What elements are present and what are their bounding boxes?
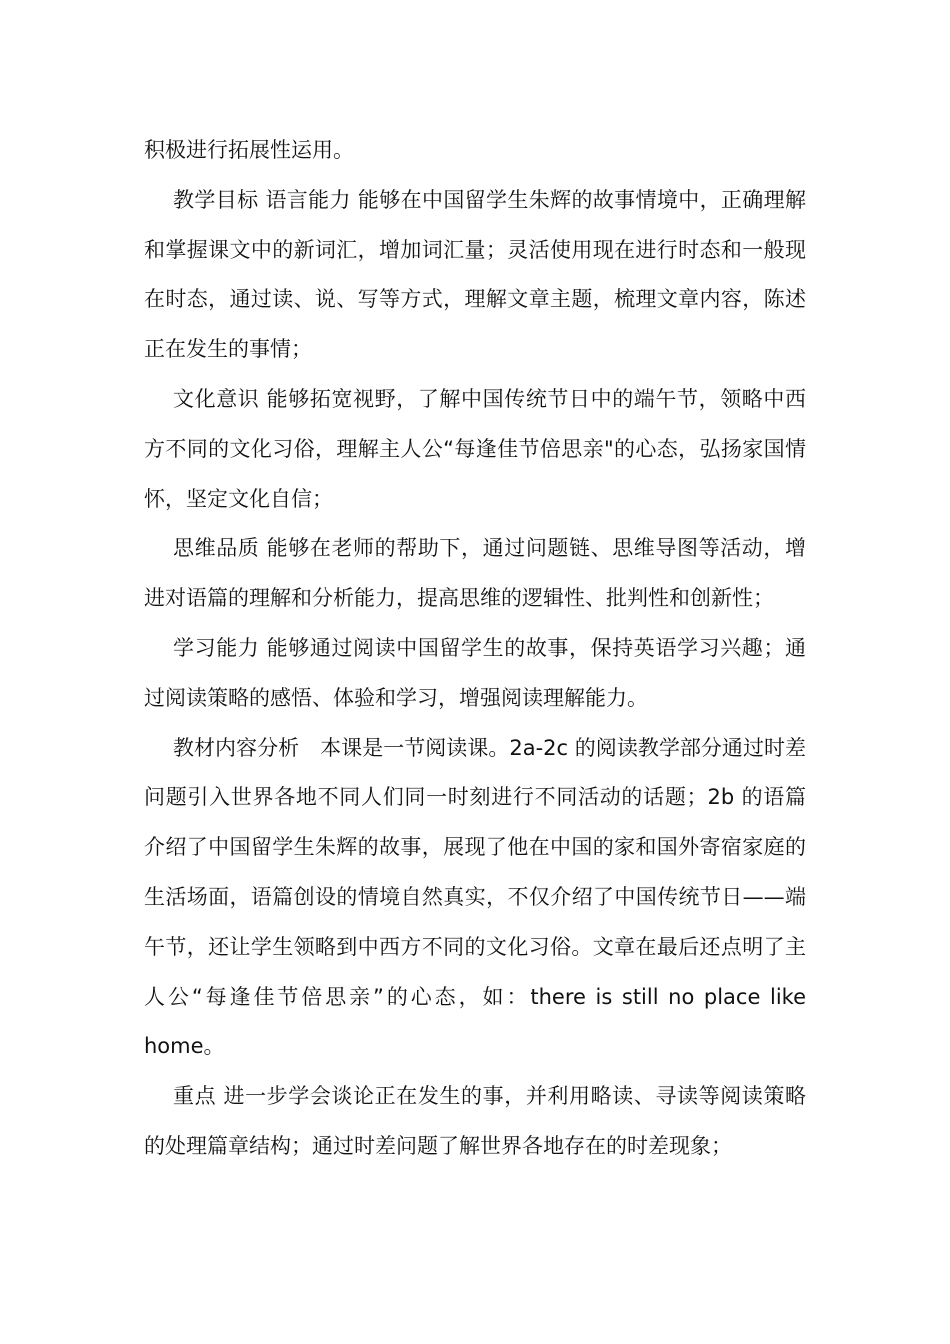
paragraph-learning-ability: 学习能力 能够通过阅读中国留学生的故事，保持英语学习兴趣；通过阅读策略的感悟、体验和学习，增强阅读理解能力。 xyxy=(144,635,806,710)
paragraph-cultural-awareness: 文化意识 能够拓宽视野，了解中国传统节日中的端午节，领略中西方不同的文化习俗，理解主人公“每逢佳节倍思亲"的心态，弘扬家国情怀，坚定文化自信； xyxy=(144,386,806,511)
paragraph-textbook-analysis: 教材内容分析 本课是一节阅读课。2a-2c 的阅读教学部分通过时差问题引入世界各地不同人们同一时刻进行不同活动的话题；2b 的语篇介绍了中国留学生朱辉的故事，展现了他在中国的家和国外寄宿家庭的生活场面，语篇创设的情境自然真实，不仅介绍了中国传统节日——端午节，还让学生领略到中西方不同的文化习俗。文章在最后还点明了主人公“每逢佳节倍思亲”的心态，如：there is still no place like home。 xyxy=(144,735,806,1059)
document-body xyxy=(144,126,806,1172)
paragraph-thinking-quality: 思维品质 能够在老师的帮助下，通过问题链、思维导图等活动，增进对语篇的理解和分析能力，提高思维的逻辑性、批判性和创新性； xyxy=(144,536,806,611)
paragraph-continuation: 积极进行拓展性运用。 xyxy=(144,138,354,162)
paragraph-key-points: 重点 进一步学会谈论正在发生的事，并利用略读、寻读等阅读策略的处理篇章结构；通过时差问题了解世界各地存在的时差现象； xyxy=(144,1084,806,1158)
paragraph-teaching-objectives: 教学目标 语言能力 能够在中国留学生朱辉的故事情境中，正确理解和掌握课文中的新词汇，增加词汇量；灵活使用现在进行时态和一般现在时态，通过读、说、写等方式，理解文章主题，梳理文章内容，陈述正在发生的事情； xyxy=(144,187,806,362)
